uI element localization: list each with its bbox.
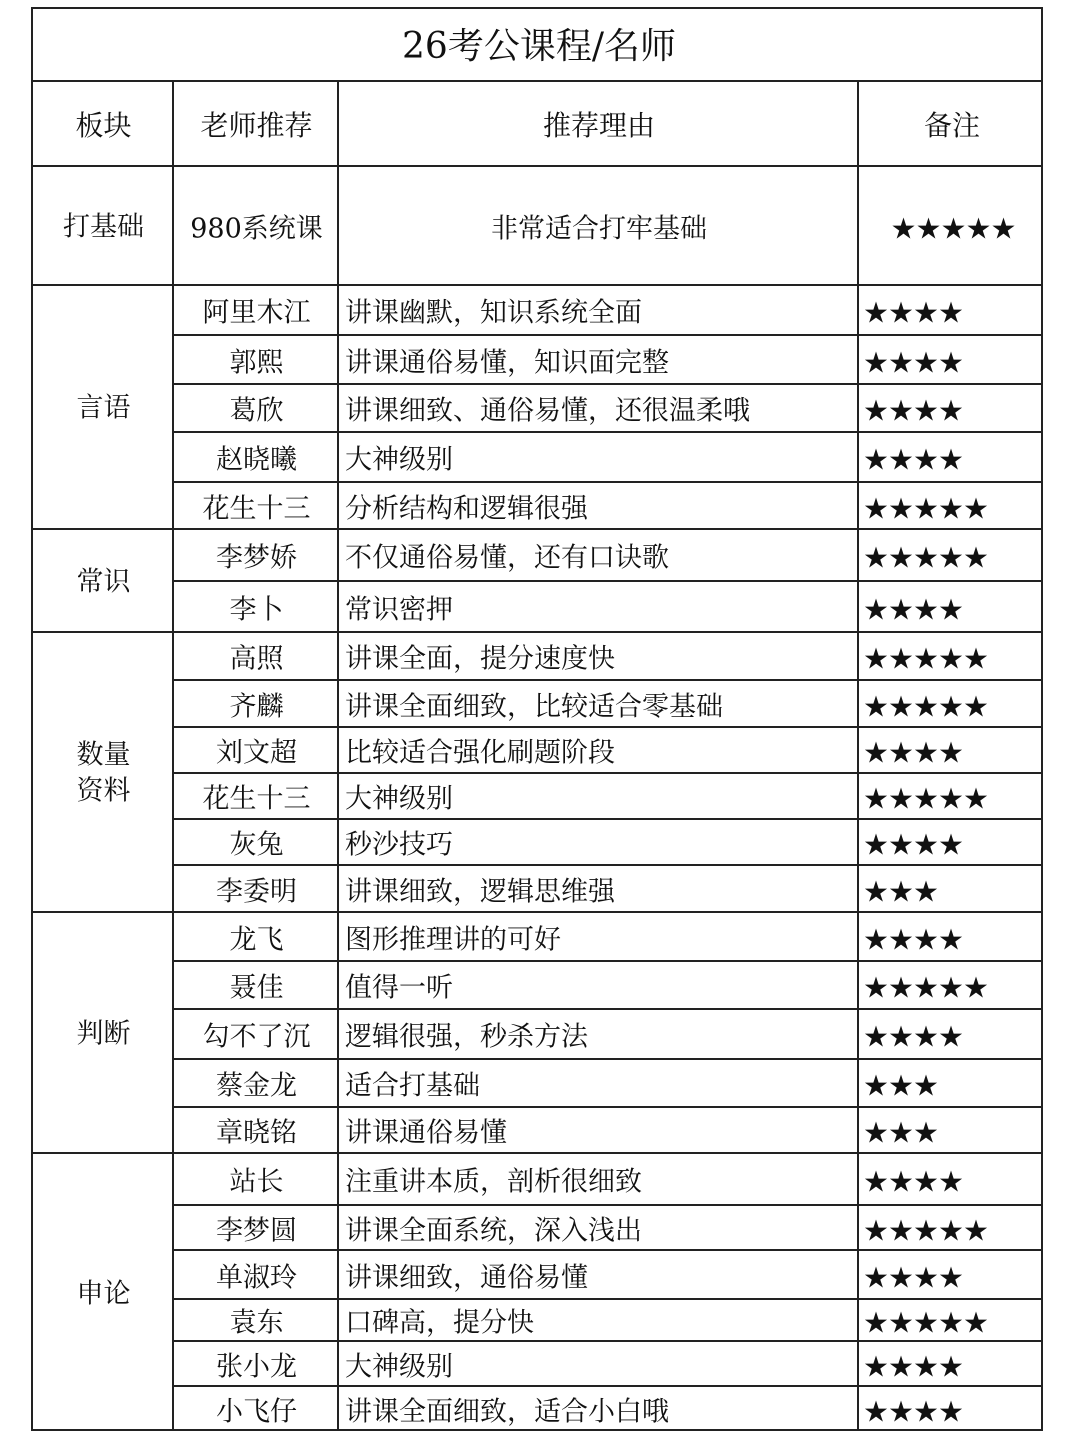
recommend-reason: 大神级别 [345,444,453,476]
teacher-name: 站长 [229,1166,284,1198]
row-divider [172,1249,1043,1251]
row-divider [172,818,1043,820]
recommend-reason: 口碑高，提分快 [345,1307,534,1339]
section-label: 资料 [76,775,131,807]
star-rating: ★★★★ [863,1260,963,1294]
section-label: 申论 [76,1278,131,1309]
row-divider [172,679,1043,681]
teacher-name: 袁东 [229,1307,284,1339]
teacher-name: 李梦娇 [216,542,297,574]
header-teacher: 老师推荐 [200,108,313,142]
recommend-reason: 适合打基础 [345,1070,480,1102]
teacher-name: 葛欣 [229,395,284,427]
recommend-reason: 讲课全面，提分速度快 [345,643,615,675]
teacher-name: 花生十三 [202,493,311,524]
recommend-reason: 比较适合强化刷题阶段 [345,737,615,769]
recommend-reason: 讲课全面细致，适合小白哦 [345,1396,669,1428]
row-divider [172,383,1043,385]
teacher-name: 小飞仔 [216,1396,297,1428]
row-divider [172,1058,1043,1060]
recommend-reason: 讲课通俗易懂 [345,1117,507,1149]
recommend-reason: 非常适合打牢基础 [491,213,707,244]
recommend-reason: 大神级别 [345,1351,453,1382]
column-divider-1 [172,80,174,1431]
recommend-reason: 讲课细致、通俗易懂，还很温柔哦 [345,395,750,427]
star-rating: ★★★★ [863,1349,963,1383]
row-divider [172,726,1043,728]
star-rating: ★★★★ [863,442,963,477]
teacher-name: 章晓铭 [216,1117,297,1149]
star-rating: ★★★★ [863,345,963,379]
teacher-name: 单淑玲 [216,1262,297,1293]
star-rating: ★★★★★ [863,641,988,676]
teacher-name: 980系统课 [190,213,323,244]
row-divider [172,1106,1043,1108]
recommend-reason: 讲课全面细致，比较适合零基础 [345,691,723,722]
teacher-name: 刘文超 [216,737,297,769]
recommend-reason: 讲课通俗易懂，知识面完整 [345,347,669,378]
course-table [31,7,1043,1431]
recommend-reason: 常识密押 [345,594,453,625]
recommend-reason: 分析结构和逻辑很强 [345,493,588,524]
recommend-reason: 值得一听 [345,972,453,1004]
teacher-name: 张小龙 [216,1351,297,1382]
recommend-reason: 不仅通俗易懂，还有口诀歌 [345,542,669,574]
section-label: 言语 [76,392,131,424]
recommend-reason: 秒沙技巧 [345,829,453,861]
section-divider [31,911,1043,913]
row-divider [172,772,1043,774]
recommend-reason: 讲课细致，通俗易懂 [345,1262,588,1293]
teacher-name: 花生十三 [202,783,311,815]
title-divider [31,80,1043,82]
row-divider [172,960,1043,962]
star-rating: ★★★ [863,874,938,908]
row-divider [172,580,1043,582]
star-rating: ★★★★★ [863,540,988,575]
header-note: 备注 [923,108,981,142]
star-rating: ★★★★ [863,1019,963,1054]
teacher-name: 高照 [229,643,284,675]
teacher-name: 郭熙 [229,347,284,378]
star-rating: ★★★★ [863,922,963,956]
column-divider-2 [337,80,339,1431]
star-rating: ★★★★ [863,1164,963,1199]
star-rating: ★★★ [863,1115,938,1150]
row-divider [172,1340,1043,1342]
recommend-reason: 讲课细致，逻辑思维强 [345,876,615,907]
teacher-name: 李卜 [229,594,284,625]
section-label: 判断 [76,1018,131,1049]
recommend-reason: 讲课全面系统，深入浅出 [345,1215,642,1246]
section-divider [31,1152,1043,1154]
header-divider [31,165,1043,167]
star-rating: ★★★★★ [863,970,988,1005]
star-rating: ★★★★ [863,1394,963,1429]
recommend-reason: 逻辑很强，秒杀方法 [345,1021,588,1053]
teacher-name: 灰兔 [229,829,284,861]
teacher-name: 齐麟 [229,691,284,722]
recommend-reason: 讲课幽默，知识系统全面 [345,297,642,329]
star-rating: ★★★★ [863,295,963,330]
star-rating: ★★★★ [863,592,963,626]
row-divider [172,1298,1043,1300]
section-divider [31,631,1043,633]
header-reason: 推荐理由 [542,108,656,142]
recommend-reason: 大神级别 [345,783,453,815]
star-rating: ★★★★★ [863,781,988,816]
star-rating: ★★★★★ [863,491,988,525]
recommend-reason: 注重讲本质，剖析很细致 [345,1166,642,1198]
column-divider-3 [857,80,859,1431]
section-label: 打基础 [63,211,144,242]
section-label: 常识 [76,566,131,597]
row-divider [172,864,1043,866]
section-label: 数量 [76,739,131,771]
star-rating: ★★★★★ [863,1305,988,1340]
teacher-name: 李委明 [216,876,297,907]
section-divider [31,284,1043,286]
row-divider [172,334,1043,336]
row-divider [172,1385,1043,1387]
star-rating: ★★★★ [863,393,963,428]
row-divider [172,431,1043,433]
teacher-name: 蔡金龙 [216,1070,297,1102]
star-rating: ★★★ [863,1068,938,1103]
row-divider [172,481,1043,483]
table-title: 26考公课程/名师 [402,25,676,67]
teacher-name: 勾不了沉 [202,1021,311,1053]
star-rating: ★★★★ [863,827,963,862]
header-section: 板块 [75,108,132,142]
teacher-name: 龙飞 [229,924,284,955]
row-divider [172,1204,1043,1206]
teacher-name: 聂佳 [229,972,284,1004]
teacher-name: 赵晓曦 [216,444,297,476]
teacher-name: 李梦圆 [216,1215,297,1246]
recommend-reason: 图形推理讲的可好 [345,924,561,955]
teacher-name: 阿里木江 [202,297,311,329]
star-rating: ★★★★ [863,735,963,770]
star-rating: ★★★★★ [890,211,1016,245]
star-rating: ★★★★★ [863,1213,988,1247]
star-rating: ★★★★★ [863,689,988,723]
section-divider [31,528,1043,530]
row-divider [172,1008,1043,1010]
